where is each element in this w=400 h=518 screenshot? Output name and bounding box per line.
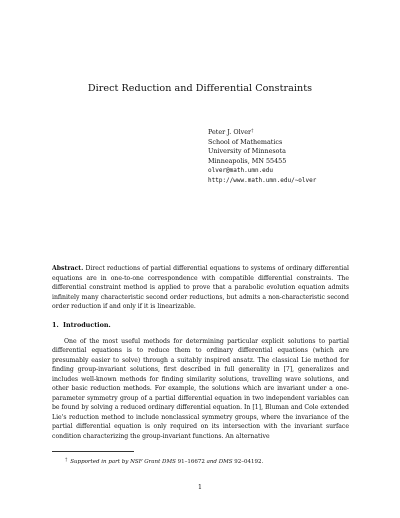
author-footnote-mark: †: [251, 129, 254, 134]
footnote-grant-2: 92–04192.: [232, 459, 264, 465]
footnote-grant-1: 91–16672: [175, 459, 207, 465]
abstract: [52, 264, 349, 312]
author-block: [208, 127, 316, 185]
abstract-text: Direct reductions of partial differential equations to systems of ordinary differential equations are in one-to-one correspondence with compatible differential constraints. The differential constraint method is applied to prove that a parabolic evolution equation admits infinitely many characteristic second order reductions, but admits a non-characteristic second order reduction if and only if it is linearizable.: [52, 265, 349, 310]
page-number: 1: [198, 484, 202, 491]
footnote-rule: [52, 451, 134, 452]
author-email[interactable]: olver@math.umn.edu: [208, 167, 274, 174]
introduction-paragraph: One of the most useful methods for determining particular explicit solutions to partial differential equations is to reduce them to ordinary differential equations (which are presumably easier to solve) through a suitably inspired ansatz. The classical Lie method for finding group-invariant solutions, first described in full generality in [7], generalizes and includes well-known methods for finding similarity solutions, travelling wave solutions, and other basic reduction methods. For example, the solutions which are invariant under a one-parameter symmetry group of a partial differential equation in two independent variables can be found by solving a reduced ordinary differential equation. In [1], Bluman and Cole extended Lie's reduction method to include nonclassical symmetry groups, where the invariance of the partial differential equation is only required on its intersection with the invariant surface condition characterizing the group-invariant functions. An alternative: [52, 338, 349, 440]
section-heading: [52, 321, 111, 329]
footnote-mark: †: [65, 458, 68, 463]
footnote: [65, 458, 263, 465]
author-university: University of Minnesota: [208, 147, 286, 155]
footnote-and: and DMS: [206, 459, 233, 465]
section-title: Introduction.: [63, 321, 111, 329]
author-url[interactable]: http://www.math.umn.edu/∼olver: [208, 176, 317, 184]
author-name-line: [208, 127, 316, 138]
footnote-text-prefix: Supported in part by NSF Grant DMS: [70, 459, 176, 465]
author-address: Minneapolis, MN 55455: [208, 156, 287, 165]
author-name: Peter J. Olver: [208, 128, 252, 136]
paper-title: Direct Reduction and Differential Constraints: [87, 83, 313, 94]
section-number: 1.: [52, 321, 59, 329]
author-department: School of Mathematics: [208, 137, 283, 146]
abstract-heading: Abstract.: [52, 265, 84, 272]
